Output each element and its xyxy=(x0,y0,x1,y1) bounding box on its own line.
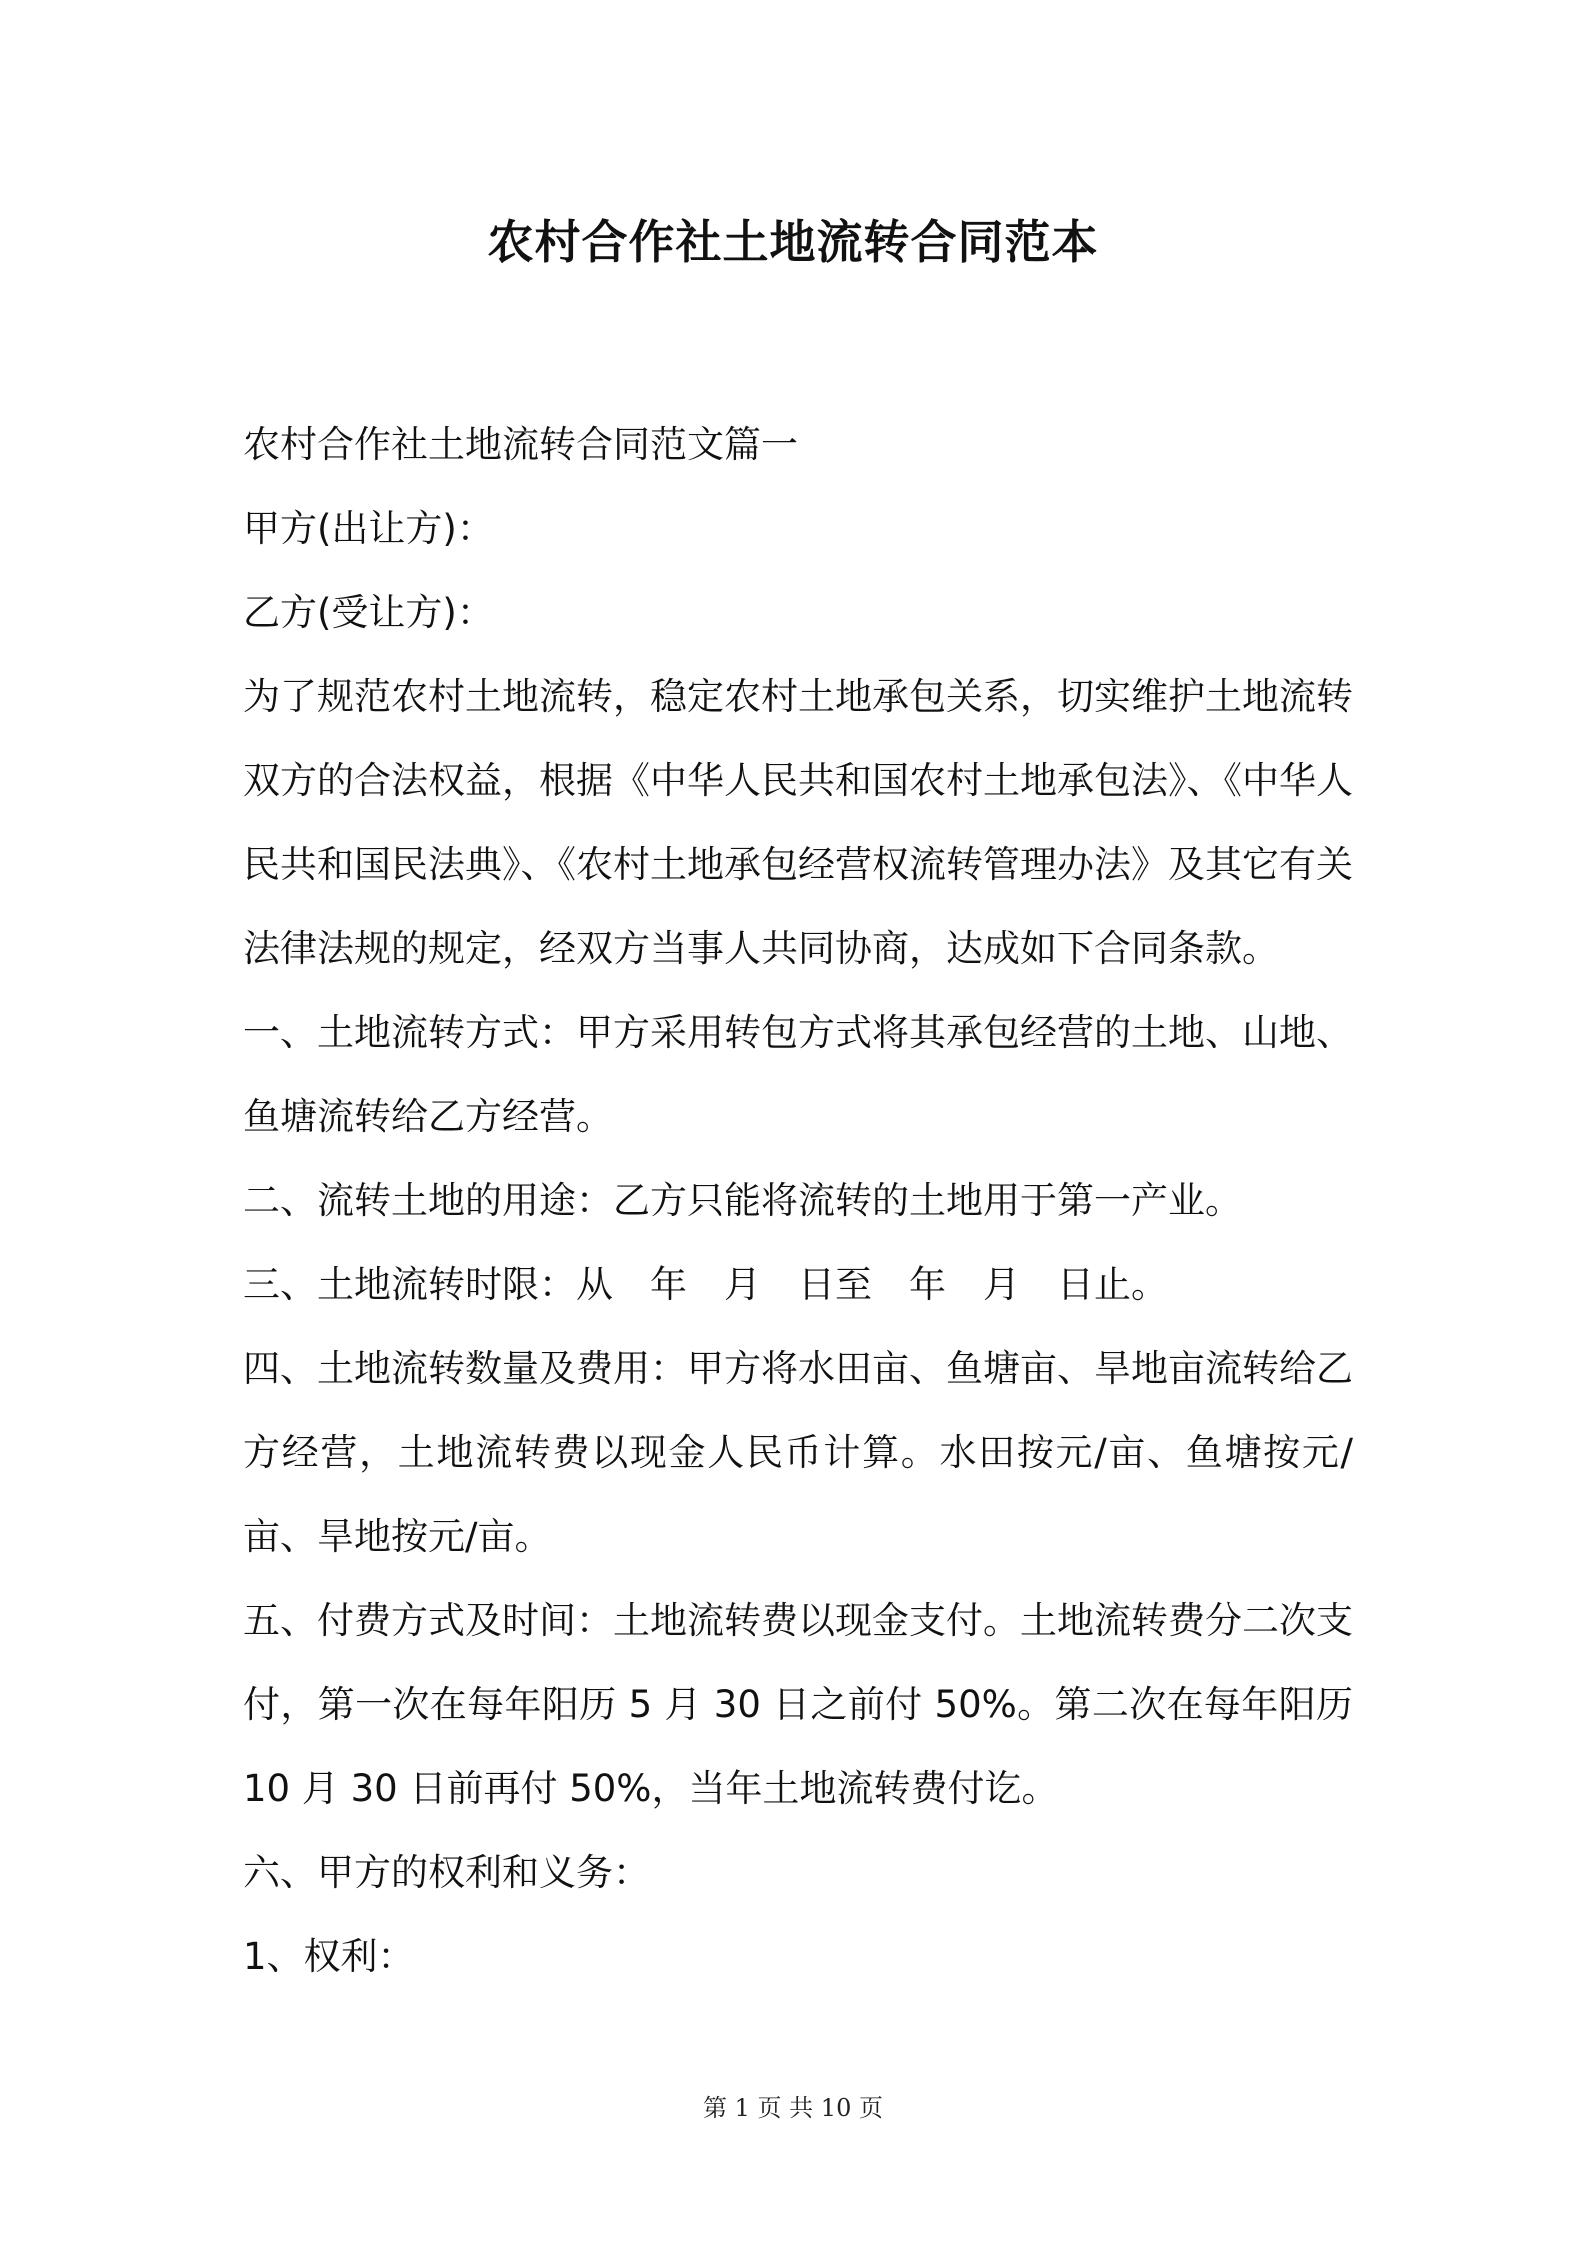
clause-5: 五、付费方式及时间：土地流转费以现金支付。土地流转费分二次支付，第一次在每年阳历 5 月 30 日之前付 50%。第二次在每年阳历 10 月 30 日前再付 50%，当年土地流转费付讫。 xyxy=(243,1599,1353,1810)
clause-6-item-1: 1、权利： xyxy=(243,1935,415,1978)
clause-3: 三、土地流转时限：从 年 月 日至 年 月 日止。 xyxy=(243,1263,1168,1306)
page-number-footer: 第 1 页 共 10 页 xyxy=(703,2094,883,2122)
section-heading: 农村合作社土地流转合同范文篇一 xyxy=(243,423,798,466)
clause-1: 一、土地流转方式：甲方采用转包方式将其承包经营的土地、山地、鱼塘流转给乙方经营。 xyxy=(243,1011,1353,1138)
party-a-line: 甲方(出让方)： xyxy=(243,507,494,550)
document-body xyxy=(243,403,1353,1999)
party-b-line: 乙方(受让方)： xyxy=(243,591,494,634)
document-title: 农村合作社土地流转合同范本 xyxy=(487,215,1099,269)
clause-6: 六、甲方的权利和义务： xyxy=(243,1851,650,1894)
clause-4: 四、土地流转数量及费用：甲方将水田亩、鱼塘亩、旱地亩流转给乙方经营，土地流转费以现金人民币计算。水田按元/亩、鱼塘按元/亩、旱地按元/亩。 xyxy=(243,1347,1353,1558)
clause-2: 二、流转土地的用途：乙方只能将流转的土地用于第一产业。 xyxy=(243,1179,1242,1222)
preamble-paragraph: 为了规范农村土地流转，稳定农村土地承包关系，切实维护土地流转双方的合法权益，根据《中华人民共和国农村土地承包法》、《中华人民共和国民法典》、《农村土地承包经营权流转管理办法》及其它有关法律法规的规定，经双方当事人共同协商，达成如下合同条款。 xyxy=(243,675,1353,970)
